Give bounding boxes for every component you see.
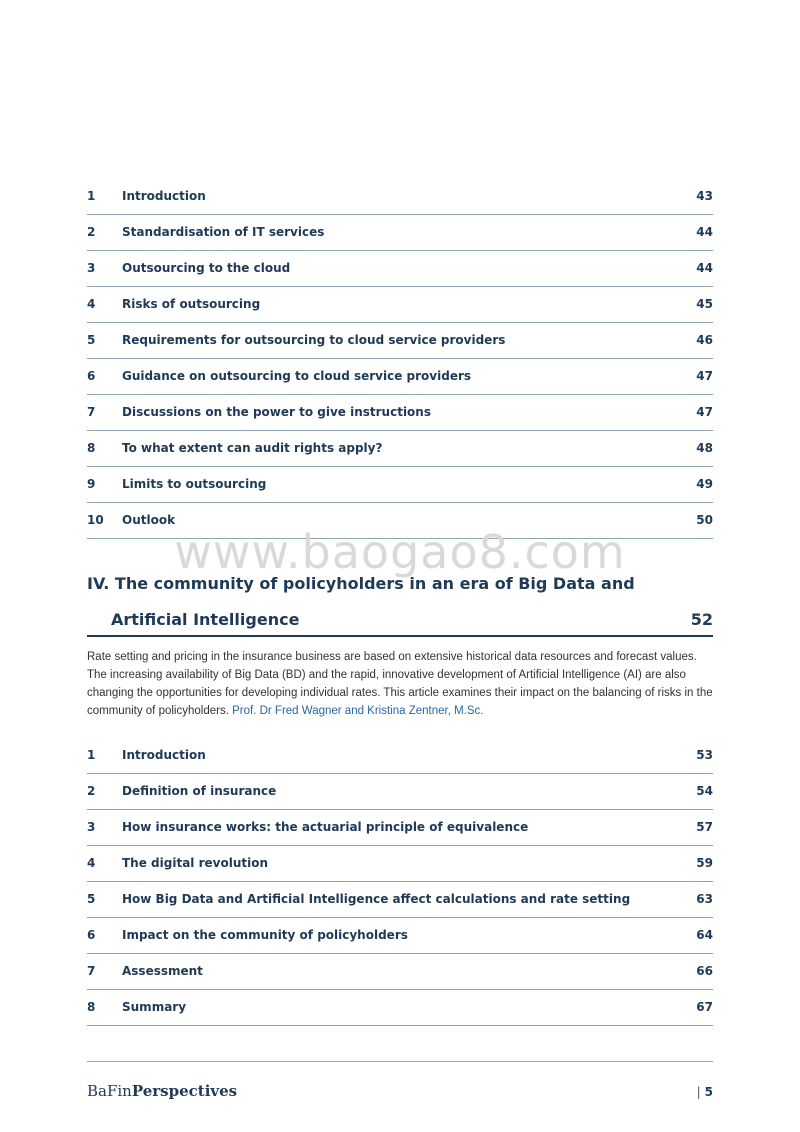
toc-entry-title: Outlook [122,513,176,527]
footer-page-number [697,1085,713,1099]
footer-divider [87,1061,713,1062]
toc-entry-number: 6 [87,928,96,942]
toc-entry-page: 63 [696,892,713,906]
toc-entry-title: Discussions on the power to give instructions [122,405,431,419]
toc-entry-page: 50 [696,513,713,527]
page-number-value: 5 [704,1085,713,1099]
toc-entry-number: 9 [87,477,96,491]
toc-entry-title: Introduction [122,189,206,203]
toc-entry[interactable] [87,738,713,774]
toc-entry-page: 44 [696,225,713,239]
toc-entry-number: 10 [87,513,104,527]
section-heading-page: 52 [690,610,713,629]
toc-entry-title: How Big Data and Artificial Intelligence affect calculations and rate setting [122,892,631,906]
toc-entry[interactable] [87,918,713,954]
toc-entry-page: 54 [696,784,713,798]
abstract-text: Rate setting and pricing in the insurance business are based on extensive historical data resources and forecast values. The increasing availability of Big Data (BD) and the rapid, innovative development of Artificial Intelligence (AI) are also changing the opportunities for developing individual rates. This article examines their impact on the balancing of risks in the community of policyholders. [87,651,713,717]
toc-entry[interactable] [87,990,713,1026]
watermark: www.baogao8.com [174,525,626,579]
toc-entry-title: Introduction [122,748,206,762]
toc-entry-number: 6 [87,369,96,383]
toc-entry[interactable] [87,287,713,323]
toc-entry-page: 57 [696,820,713,834]
toc-entry[interactable] [87,846,713,882]
toc-entry-title: Limits to outsourcing [122,477,267,491]
toc-entry-title: Risks of outsourcing [122,297,261,311]
toc-entry-number: 8 [87,441,96,455]
toc-entry-number: 2 [87,225,96,239]
toc-entry-page: 46 [696,333,713,347]
toc-entry-page: 48 [696,441,713,455]
toc-entry-page: 59 [696,856,713,870]
toc-entry-page: 47 [696,405,713,419]
toc-entry-number: 7 [87,964,96,978]
toc-entry-title: Impact on the community of policyholders [122,928,408,942]
toc-entry-title: The digital revolution [122,856,268,870]
toc-entry-title: How insurance works: the actuarial principle of equivalence [122,820,529,834]
toc-entry-number: 8 [87,1000,96,1014]
section-heading-line2[interactable] [87,606,713,637]
toc-entry-page: 49 [696,477,713,491]
toc-entry-title: To what extent can audit rights apply? [122,441,383,455]
toc-entry-title: Requirements for outsourcing to cloud service providers [122,333,506,347]
brand-part1: BaFin [87,1082,132,1100]
toc-entry-title: Standardisation of IT services [122,225,325,239]
toc-entry[interactable] [87,810,713,846]
toc-entry-number: 4 [87,856,96,870]
toc-entry[interactable] [87,882,713,918]
toc-entry[interactable] [87,359,713,395]
toc-entry-page: 47 [696,369,713,383]
toc-entry-number: 5 [87,333,96,347]
toc-entry[interactable] [87,954,713,990]
toc-entry-number: 7 [87,405,96,419]
toc-entry-title: Guidance on outsourcing to cloud service providers [122,369,472,383]
toc-entry-number: 4 [87,297,96,311]
toc-entry-title: Outsourcing to the cloud [122,261,291,275]
toc-entry-number: 1 [87,748,96,762]
section-heading-title: Artificial Intelligence [111,610,300,629]
brand-part2: Perspectives [131,1082,238,1100]
toc-section-4 [87,738,713,1026]
toc-entry-title: Assessment [122,964,203,978]
toc-entry[interactable] [87,251,713,287]
toc-entry-page: 67 [696,1000,713,1014]
page-separator: | [696,1085,701,1099]
toc-entry-page: 64 [696,928,713,942]
toc-entry-title: Summary [122,1000,187,1014]
toc-entry[interactable] [87,395,713,431]
toc-entry-number: 3 [87,261,96,275]
toc-entry[interactable] [87,467,713,503]
section-heading-line1[interactable]: IV. The community of policyholders in an era of Big Data and [87,574,635,593]
toc-entry-title: Definition of insurance [122,784,277,798]
toc-entry-number: 5 [87,892,96,906]
toc-entry[interactable] [87,179,713,215]
toc-entry[interactable] [87,431,713,467]
toc-entry-page: 43 [696,189,713,203]
footer-brand-logo [87,1082,237,1100]
abstract-authors: Prof. Dr Fred Wagner and Kristina Zentner, M.Sc. [232,705,484,717]
toc-entry-number: 1 [87,189,96,203]
toc-entry-number: 3 [87,820,96,834]
toc-section-3 [87,179,713,539]
toc-entry-page: 53 [696,748,713,762]
toc-entry[interactable] [87,774,713,810]
toc-entry[interactable] [87,323,713,359]
toc-entry-page: 45 [696,297,713,311]
toc-entry-number: 2 [87,784,96,798]
toc-entry[interactable] [87,215,713,251]
toc-entry-page: 44 [696,261,713,275]
section-abstract [87,648,713,720]
toc-entry-page: 66 [696,964,713,978]
